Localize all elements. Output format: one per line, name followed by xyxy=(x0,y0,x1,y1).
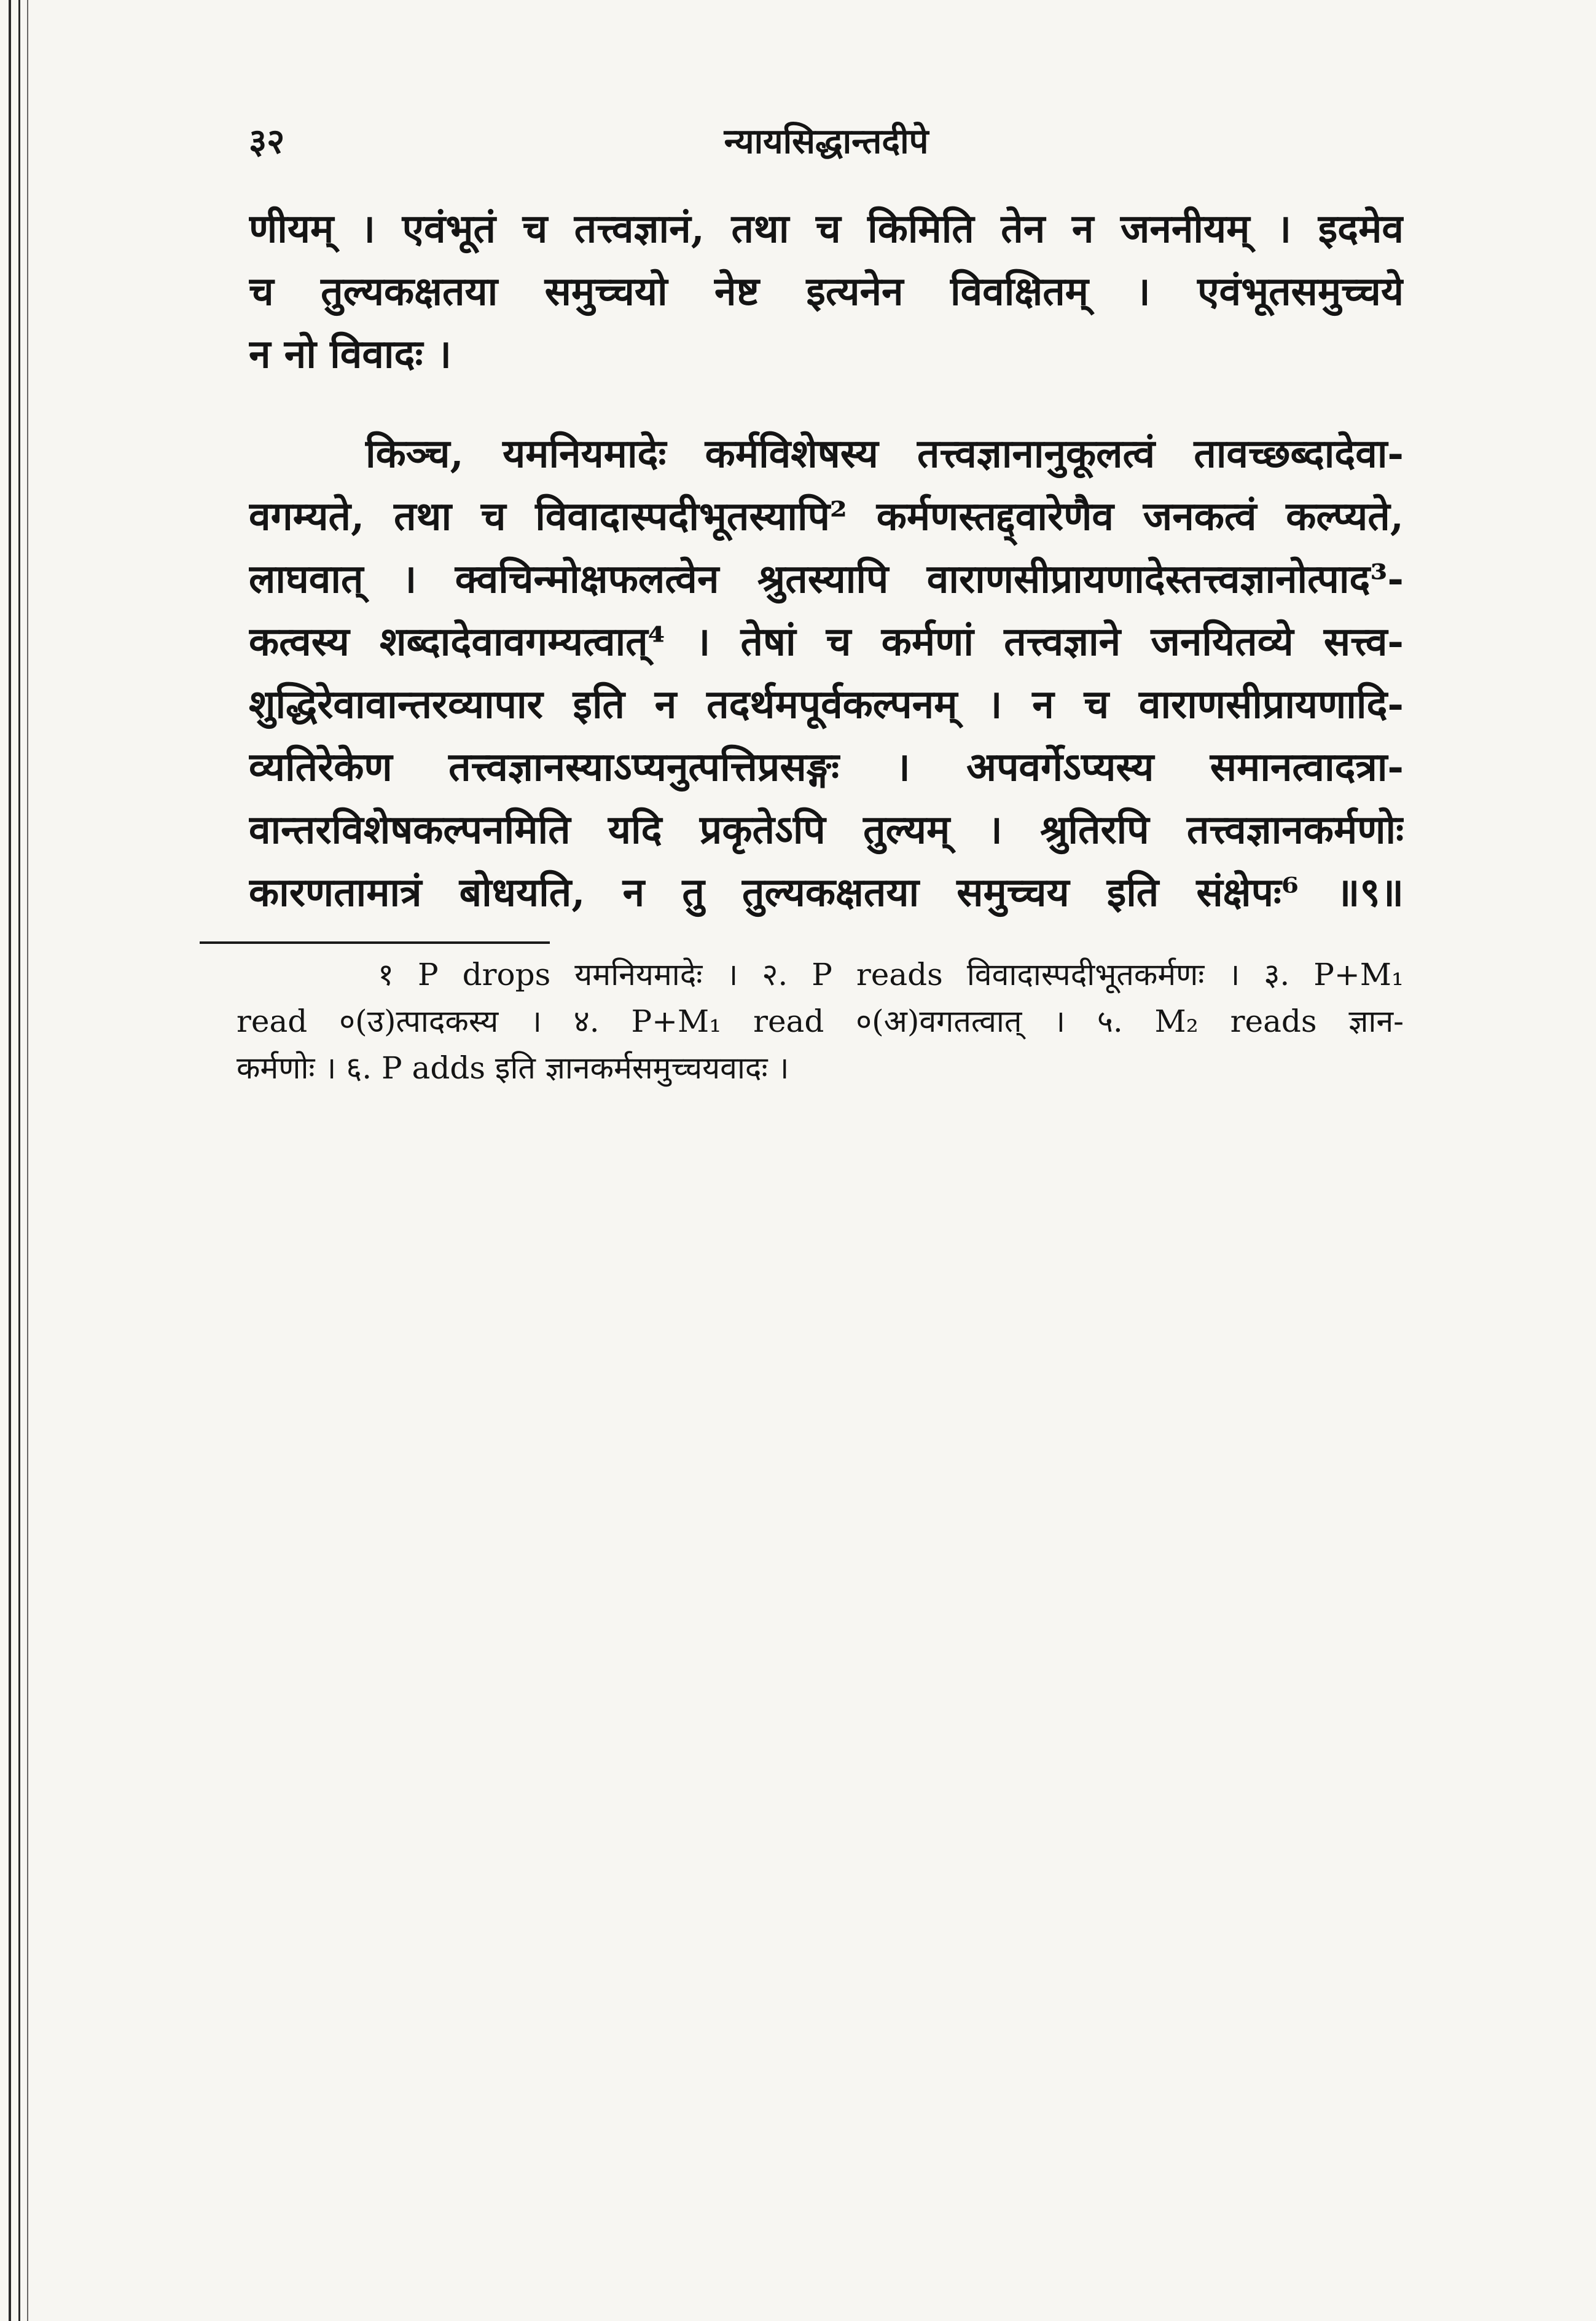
text-line: कत्वस्य शब्दादेवावगम्यत्वात्⁴ । तेषां च कर्मणां तत्त्वज्ञाने जनयितव्ये सत्त्व- xyxy=(249,619,1404,665)
text-line: लाघवात् । क्वचिन्मोक्षफलत्वेन श्रुतस्यापि वाराणसीप्रायणादेस्तत्त्वज्ञानोत्पाद³- xyxy=(249,556,1404,602)
text-line: वान्तरविशेषकल्पनमिति यदि प्रकृतेऽपि तुल्यम् । श्रुतिरपि तत्त्वज्ञानकर्मणोः xyxy=(249,807,1404,853)
text-line: च तुल्यकक्षतया समुच्चयो नेष्ट इत्यनेन विवक्षितम् । एवंभूतसमुच्चये xyxy=(249,269,1404,315)
text-line: णीयम् । एवंभूतं च तत्त्वज्ञानं, तथा च किमिति तेन न जननीयम् । इदमेव xyxy=(249,206,1404,252)
running-title: न्यायसिद्धान्तदीपे xyxy=(724,121,929,162)
footnote-line: read ०(उ)त्पादकस्य । ४. P+M₁ read ०(अ)वगतत्वात् । ५. M₂ reads ज्ञान- xyxy=(237,1003,1404,1039)
text-line: कारणतामात्रं बोधयति, न तु तुल्यकक्षतया समुच्चय इति संक्षेपः⁶ ॥९॥ xyxy=(249,870,1404,916)
text-line: शुद्धिरेवावान्तरव्यापार इति न तदर्थमपूर्वकल्पनम् । न च वाराणसीप्रायणादि- xyxy=(249,681,1404,728)
paragraph-main xyxy=(249,423,1404,924)
text-line: न नो विवादः । xyxy=(249,331,452,377)
text-line: व्यतिरेकेण तत्त्वज्ञानस्याऽप्यनुत्पत्तिप्रसङ्गः । अपवर्गेऽप्यस्य समानत्वादत्रा- xyxy=(249,744,1404,790)
text-line: वगम्यते, तथा च विवादास्पदीभूतस्यापि² कर्मणस्तद्द्वारेणैव जनकत्वं कल्प्यते, xyxy=(249,493,1404,540)
footnote-separator-rule xyxy=(200,941,550,944)
page-number: ३२ xyxy=(249,121,285,162)
footnote-line: कर्मणोः । ६. P adds इति ज्ञानकर्मसमुच्चयवादः । xyxy=(237,1050,789,1086)
footnotes xyxy=(237,951,1404,1091)
page-header xyxy=(249,117,1404,166)
paragraph-continuation xyxy=(249,198,1404,386)
text-line: किञ्च, यमनियमादेः कर्मविशेषस्य तत्त्वज्ञानानुकूलत्वं तावच्छब्दादेवा- xyxy=(366,431,1404,477)
footnote-line: १ P drops यमनियमादेः । २. P reads विवादास्पदीभूतकर्मणः । ३. P+M₁ xyxy=(378,957,1404,992)
